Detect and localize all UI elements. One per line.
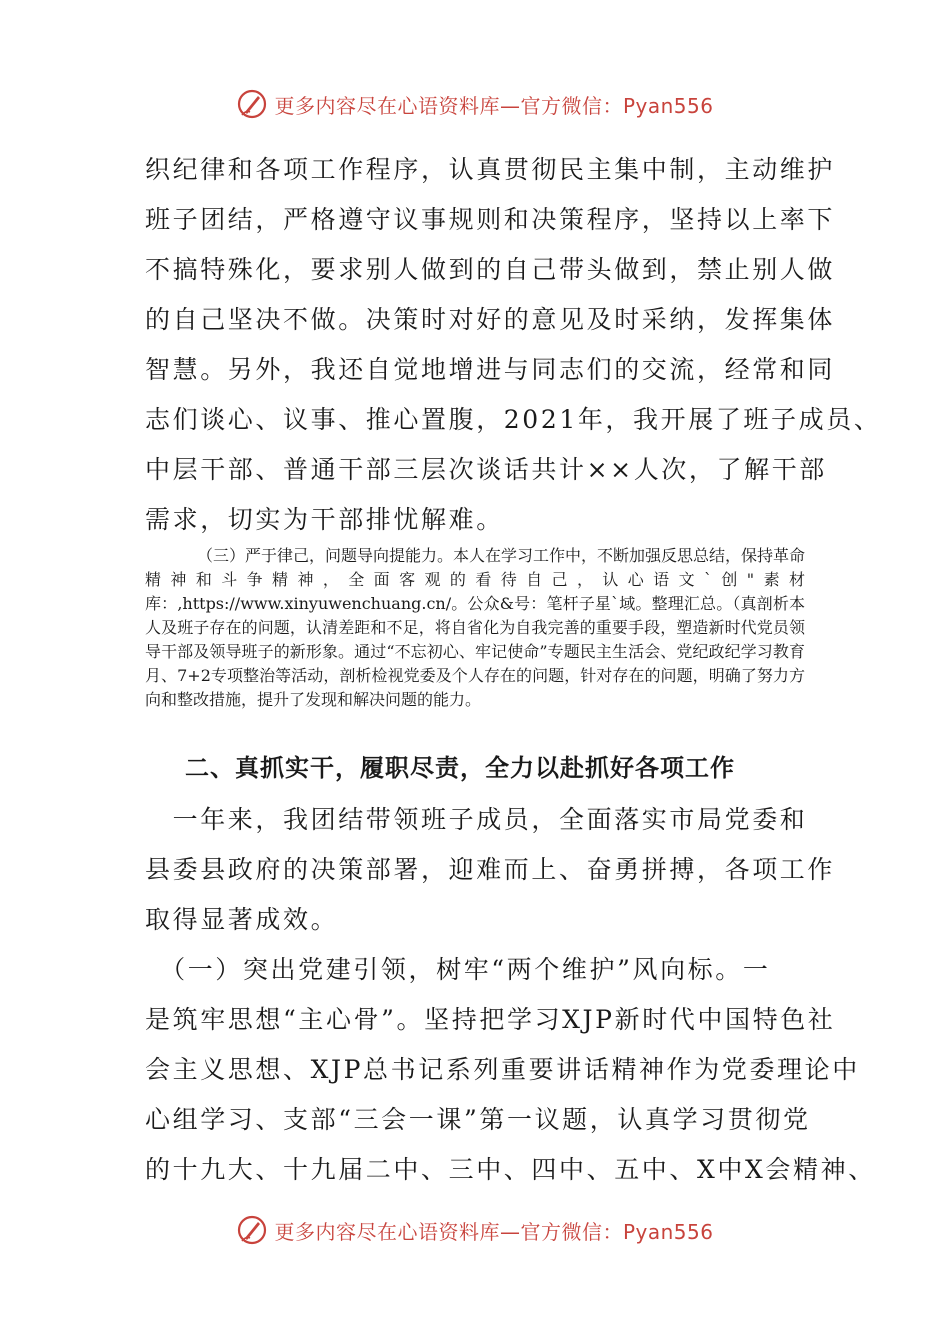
text-line: 智慧。另外，我还自觉地增进与同志们的交流，经常和同 xyxy=(145,355,836,384)
paragraph-continuation xyxy=(145,145,882,545)
paragraph-party-building xyxy=(145,945,876,1195)
footer-banner xyxy=(0,1210,950,1250)
text-line: 的十九大、十九届二中、三中、四中、五中、X中X会精神、 xyxy=(145,1155,876,1184)
text-line: 一年来，我团结带领班子成员，全面落实市局党委和 xyxy=(145,805,808,834)
quill-logo-icon xyxy=(236,1214,268,1246)
banner-text: 更多内容尽在心语资料库—官方微信：Pyan556 xyxy=(274,93,714,118)
text-line: 县委县政府的决策部署，迎难而上、奋勇拼搏，各项工作 xyxy=(145,855,836,884)
text-line: 班子团结，严格遵守议事规则和决策程序，坚持以上率下 xyxy=(145,205,836,234)
text-line: 的自己坚决不做。决策时对好的意见及时采纳，发挥集体 xyxy=(145,305,836,334)
paragraph-intro xyxy=(145,795,836,945)
text-line: 织纪律和各项工作程序，认真贯彻民主集中制，主动维护 xyxy=(145,155,836,184)
section-heading: 二、真抓实干，履职尽责，全力以赴抓好各项工作 xyxy=(185,754,735,782)
banner-text: 更多内容尽在心语资料库—官方微信：Pyan556 xyxy=(274,1219,714,1244)
text-line: 会主义思想、XJP总书记系列重要讲话精神作为党委理论中 xyxy=(145,1055,860,1084)
text-line: 取得显著成效。 xyxy=(145,905,339,934)
quill-logo-icon xyxy=(236,88,268,120)
text-line: 志们谈心、议事、推心置腹，2021年，我开展了班子成员、 xyxy=(145,405,882,434)
text-line: 是筑牢思想“主心骨”。坚持把学习XJP新时代中国特色社 xyxy=(145,1005,836,1034)
header-banner xyxy=(0,84,950,124)
text-line: 心组学习、支部“三会一课”第一议题，认真学习贯彻党 xyxy=(145,1105,811,1134)
text-line: 中层干部、普通干部三层次谈话共计××人次，了解干部 xyxy=(145,455,827,484)
small-paragraph-self-discipline: （三）严于律己，问题导向提能力。本人在学习工作中，不断加强反思总结，保持革命精神和斗争精神，全面客观的看待自己，认心语文`创"素材库：,https://www.xinyuwenchuang.cn/。公众&号：笔杆子星`域。整理汇总。（真剖析本人及班子存在的问题，认清差距和不足，将自省化为自我完善的重要手段，塑造新时代党员领导干部及领导班子的新形象。通过“不忘初心、牢记使命”专题民主生活会、党纪政纪学习教育月、7+2专项整治等活动，剖析检视党委及个人存在的问题，针对存在的问题，明确了努力方向和整改措施，提升了发现和解决问题的能力。 xyxy=(145,546,806,709)
text-line: （一）突出党建引领，树牢“两个维护”风向标。一 xyxy=(145,955,771,984)
text-line: 不搞特殊化，要求别人做到的自己带头做到，禁止别人做 xyxy=(145,255,836,284)
text-line: 需求，切实为干部排忧解难。 xyxy=(145,505,504,534)
